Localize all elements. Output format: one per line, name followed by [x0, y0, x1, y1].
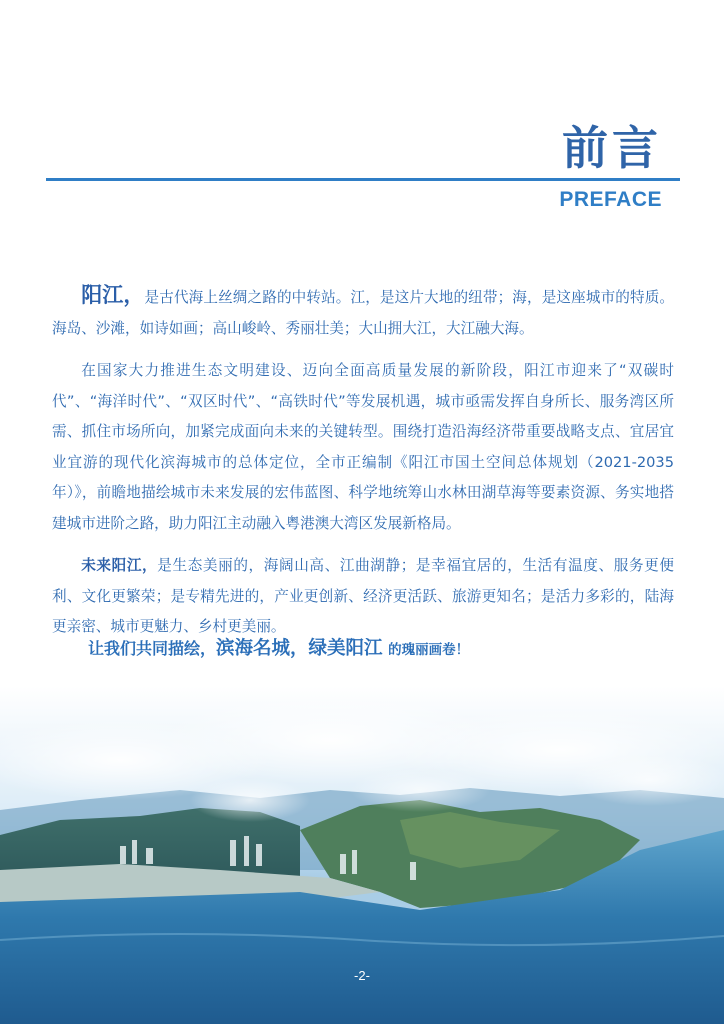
page-subtitle: PREFACE	[559, 188, 662, 211]
paragraph-1-text: 是古代海上丝绸之路的中转站。江，是这片大地的纽带；海，是这座城市的特质。海岛、沙滩，如诗如画；高山峻岭、秀丽壮美；大山拥大江，大江融大海。	[52, 289, 674, 337]
closing-slogan	[88, 634, 648, 660]
slogan-prefix: 让我们共同描绘，	[88, 639, 217, 658]
paragraph-3-lead: 未来阳江，	[81, 557, 158, 574]
page-title: 前言	[562, 121, 662, 175]
coastal-landscape-image	[0, 640, 724, 1024]
slogan-emphasis: 滨海名城，绿美阳江	[216, 638, 383, 659]
title-divider	[46, 178, 680, 181]
preface-body	[52, 280, 674, 655]
page-number: -2-	[354, 968, 370, 983]
paragraph-3	[52, 551, 674, 643]
paragraph-2: 在国家大力推进生态文明建设、迈向全面高质量发展的新阶段，阳江市迎来了“双碳时代”、“海洋时代”、“双区时代”、“高铁时代”等发展机遇，城市亟需发挥自身所长、服务湾区所需、抓住市场所向，加紧完成面向未来的关键转型。围绕打造沿海经济带重要战略支点、宜居宜业宜游的现代化滨海城市的总体定位，全市正编制《阳江市国土空间总体规划（2021-2035年）》，前瞻地描绘城市未来发展的宏伟蓝图、科学地统筹山水林田湖草海等要素资源、务实地搭建城市进阶之路，助力阳江主动融入粤港澳大湾区发展新格局。	[52, 362, 674, 532]
paragraph-1	[52, 280, 674, 344]
paragraph-3-text: 是生态美丽的，海阔山高、江曲湖静；是幸福宜居的，生活有温度、服务更便利、文化更繁荣；是专精先进的，产业更创新、经济更活跃、旅游更知名；是活力多彩的，陆海更亲密、城市更魅力、乡村更美丽。	[52, 557, 674, 635]
slogan-suffix: 的瑰丽画卷！	[388, 642, 470, 658]
paragraph-1-lead: 阳江，	[81, 283, 145, 307]
